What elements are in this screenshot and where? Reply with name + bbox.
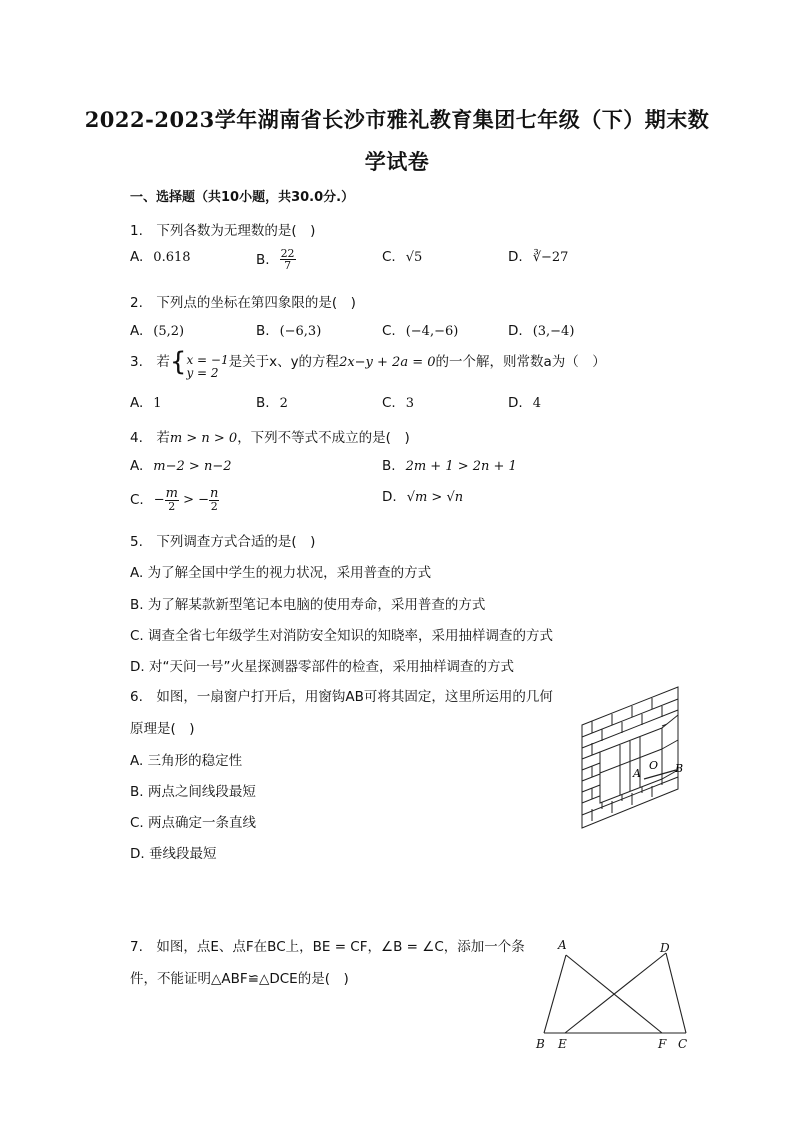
- segment-de: [565, 953, 666, 1033]
- question-2-stem: 2. 下列点的坐标在第四象限的是( ): [130, 295, 356, 311]
- q1-option-d[interactable]: [508, 249, 568, 265]
- q4-option-a-value: m−2 > n−2: [153, 459, 232, 474]
- q3-option-c[interactable]: [382, 395, 414, 411]
- option-letter: D.: [508, 323, 523, 339]
- q3-option-d[interactable]: [508, 395, 541, 411]
- q4-option-b-value: 2m + 1 > 2n + 1: [405, 459, 517, 474]
- question-7-stem-line1: 7. 如图，点E、点F在BC上，BE = CF，∠B = ∠C，添加一个条: [130, 939, 525, 955]
- q4-option-b[interactable]: [382, 458, 517, 474]
- option-letter: C.: [382, 249, 396, 265]
- fraction-numerator: n: [210, 486, 219, 501]
- option-letter: A.: [130, 249, 144, 265]
- triangle-figure: [530, 934, 700, 1054]
- option-letter: A.: [130, 323, 144, 339]
- q1-option-c-value: √5: [405, 250, 423, 265]
- option-letter: D.: [508, 249, 523, 265]
- q3-option-a-value: 1: [153, 396, 162, 411]
- option-letter: B.: [382, 458, 396, 474]
- q5-option-a[interactable]: A. 为了解全国中学生的视力状况，采用普查的方式: [130, 565, 432, 581]
- q5-option-c[interactable]: C. 调查全省七年级学生对消防安全知识的知晓率，采用抽样调查的方式: [130, 628, 554, 644]
- q3-option-b[interactable]: [256, 395, 288, 411]
- q1-option-a-value: 0.618: [153, 250, 191, 265]
- label-a: A: [633, 767, 641, 780]
- option-letter: C.: [382, 323, 396, 339]
- option-letter: C.: [130, 491, 144, 508]
- option-letter: B.: [256, 323, 270, 339]
- label-a: A: [558, 938, 567, 952]
- option-letter: D.: [382, 489, 397, 505]
- q3-prefix: 3. 若: [130, 354, 170, 370]
- brace: {: [169, 347, 187, 377]
- option-letter: D.: [508, 395, 523, 411]
- fraction-numerator: m: [165, 486, 178, 501]
- q3-option-a[interactable]: [130, 395, 162, 411]
- q6-option-a[interactable]: A. 三角形的稳定性: [130, 753, 243, 769]
- q2-option-a[interactable]: [130, 323, 184, 339]
- q4-option-c[interactable]: [130, 487, 219, 512]
- equation-system: [186, 354, 228, 379]
- q2-option-d-value: (3,−4): [532, 324, 575, 339]
- q4-condition: m > n > 0: [169, 431, 238, 446]
- option-letter: B.: [256, 251, 270, 268]
- label-o: O: [649, 759, 659, 772]
- system-line-2: y = 2: [186, 366, 219, 380]
- minus-sign: −: [153, 492, 165, 508]
- q2-option-d[interactable]: [508, 323, 574, 339]
- fraction-numerator: 22: [280, 247, 295, 260]
- q5-option-b[interactable]: B. 为了解某款新型笔记本电脑的使用寿命，采用普查的方式: [130, 597, 486, 613]
- q2-option-c[interactable]: [382, 323, 458, 339]
- q2-option-c-value: (−4,−6): [405, 324, 459, 339]
- q2-option-a-value: (5,2): [153, 324, 185, 339]
- q2-option-b[interactable]: [256, 323, 321, 339]
- q1-option-c[interactable]: [382, 249, 422, 265]
- label-f: F: [658, 1037, 667, 1051]
- q4-suffix: ，下列不等式不成立的是( ): [237, 430, 410, 446]
- label-b: B: [536, 1037, 545, 1051]
- system-line-1: x = −1: [186, 353, 229, 368]
- option-letter: A.: [130, 458, 144, 474]
- q4-option-d[interactable]: [382, 489, 463, 505]
- q6-option-d[interactable]: D. 垂线段最短: [130, 846, 217, 862]
- q3-suffix: 的一个解，则常数a为（ ）: [435, 354, 606, 370]
- question-3-stem: [130, 347, 606, 380]
- q3-option-d-value: 4: [532, 396, 541, 411]
- segment-ab: [544, 955, 566, 1033]
- option-letter: B.: [256, 395, 270, 411]
- question-6-stem-line2: 原理是( ): [130, 721, 195, 737]
- fraction-denominator: 7: [284, 259, 292, 272]
- fraction: [280, 248, 296, 271]
- fraction-denominator: 2: [210, 500, 218, 513]
- label-d: D: [660, 941, 670, 955]
- fraction-denominator: 2: [168, 500, 176, 513]
- page-title-line2: 学试卷: [364, 149, 430, 174]
- question-5-stem: 5. 下列调查方式合适的是( ): [130, 534, 316, 550]
- q1-option-d-value: ∛−27: [532, 250, 569, 265]
- page-title-line1: 2022-2023学年湖南省长沙市雅礼教育集团七年级（下）期末数: [84, 107, 710, 132]
- q1-option-b[interactable]: [256, 248, 296, 271]
- question-6-stem-line1: 6. 如图，一扇窗户打开后，用窗钩AB可将其固定，这里所运用的几何: [130, 689, 553, 705]
- q4-prefix: 4. 若: [130, 430, 170, 446]
- question-1-stem: 1. 下列各数为无理数的是( ): [130, 223, 316, 239]
- section-heading: 一、选择题（共10小题，共30.0分.）: [130, 190, 355, 205]
- window-figure: [578, 685, 684, 830]
- q6-option-b[interactable]: B. 两点之间线段最短: [130, 784, 256, 800]
- question-4-stem: [130, 426, 410, 446]
- label-e: E: [558, 1037, 567, 1051]
- q1-option-a[interactable]: [130, 249, 191, 265]
- comparison-operator: > −: [178, 492, 210, 508]
- q3-option-b-value: 2: [279, 396, 288, 411]
- question-7-stem-line2: 件，不能证明△ABF≌△DCE的是( ): [130, 971, 349, 987]
- fraction: [165, 487, 179, 512]
- q3-equation: 2x−y + 2a = 0: [339, 355, 436, 370]
- q3-mid: 是关于x、y的方程: [228, 354, 340, 370]
- q3-option-c-value: 3: [405, 396, 414, 411]
- q4-option-d-value: √m > √n: [406, 490, 464, 505]
- q5-option-d[interactable]: D. 对“天问一号”火星探测器零部件的检查，采用抽样调查的方式: [130, 659, 514, 675]
- option-letter: C.: [382, 395, 396, 411]
- option-letter: A.: [130, 395, 144, 411]
- label-c: C: [678, 1037, 688, 1051]
- q2-option-b-value: (−6,3): [279, 324, 322, 339]
- q6-option-c[interactable]: C. 两点确定一条直线: [130, 815, 257, 831]
- q4-option-a[interactable]: [130, 458, 231, 474]
- label-b: B: [675, 762, 684, 775]
- fraction: [209, 487, 219, 512]
- segment-dc: [666, 953, 686, 1033]
